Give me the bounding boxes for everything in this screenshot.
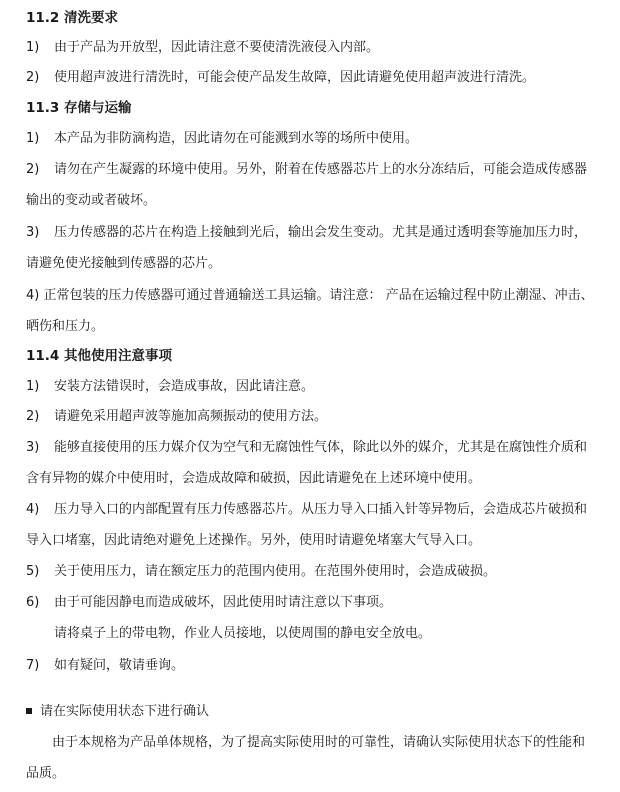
section-heading: 11.3 存储与运输 <box>26 100 132 116</box>
list-item-continuation: 含有异物的媒介中使用时，会造成故障和破损，因此请避免在上述环境中使用。 <box>26 471 482 486</box>
list-item: 3) 压力传感器的芯片在构造上接触到光后，输出会发生变动。尤其是通过透明套等施加压力时， <box>26 225 588 240</box>
note-title: 请在实际使用状态下进行确认 <box>26 700 209 719</box>
list-item: 2) 请勿在产生凝露的环境中使用。另外，附着在传感器芯片上的水分冻结后，可能会造成传感器 <box>26 162 588 177</box>
list-item: 2) 使用超声波进行清洗时，可能会使产品发生故障，因此请避免使用超声波进行清洗。 <box>26 70 536 85</box>
list-item: 2) 请避免采用超声波等施加高频振动的使用方法。 <box>26 409 328 424</box>
section-heading: 11.2 清洗要求 <box>26 10 119 26</box>
list-item: 5) 关于使用压力，请在额定压力的范围内使用。在范围外使用时，会造成破损。 <box>26 564 497 579</box>
list-item-continuation: 导入口堵塞，因此请绝对避免上述操作。另外，使用时请避免堵塞大气导入口。 <box>26 533 482 548</box>
list-item-continuation: 晒伤和压力。 <box>26 319 105 334</box>
list-item: 3) 能够直接使用的压力媒介仅为空气和无腐蚀性气体，除此以外的媒介，尤其是在腐蚀性介质和 <box>26 440 588 455</box>
list-item: 1) 安装方法错误时，会造成事故，因此请注意。 <box>26 379 315 394</box>
list-item: 4) 正常包装的压力传感器可通过普通输送工具运输。请注意： 产品在运输过程中防止潮湿、冲击、 <box>26 288 594 303</box>
list-item: 7) 如有疑问，敬请垂询。 <box>26 658 185 673</box>
section-heading: 11.4 其他使用注意事项 <box>26 348 173 364</box>
note-body: 由于本规格为产品单体规格，为了提高实际使用时的可靠性，请确认实际使用状态下的性能和 <box>52 735 586 750</box>
list-item-continuation: 请将桌子上的带电物，作业人员接地，以使周围的静电安全放电。 <box>54 626 432 641</box>
list-item: 6) 由于可能因静电而造成破坏，因此使用时请注意以下事项。 <box>26 595 393 610</box>
list-item-continuation: 请避免使光接触到传感器的芯片。 <box>26 256 222 271</box>
list-item: 4) 压力导入口的内部配置有压力传感器芯片。从压力导入口插入针等异物后，会造成芯片破损和 <box>26 502 588 517</box>
list-item: 1) 由于产品为开放型，因此请注意不要使清洗液侵入内部。 <box>26 40 380 55</box>
list-item: 1) 本产品为非防滴构造，因此请勿在可能溅到水等的场所中使用。 <box>26 131 419 146</box>
square-bullet-icon <box>26 708 32 714</box>
note-body-continuation: 品质。 <box>26 766 66 781</box>
list-item-continuation: 输出的变动或者破坏。 <box>26 193 157 208</box>
